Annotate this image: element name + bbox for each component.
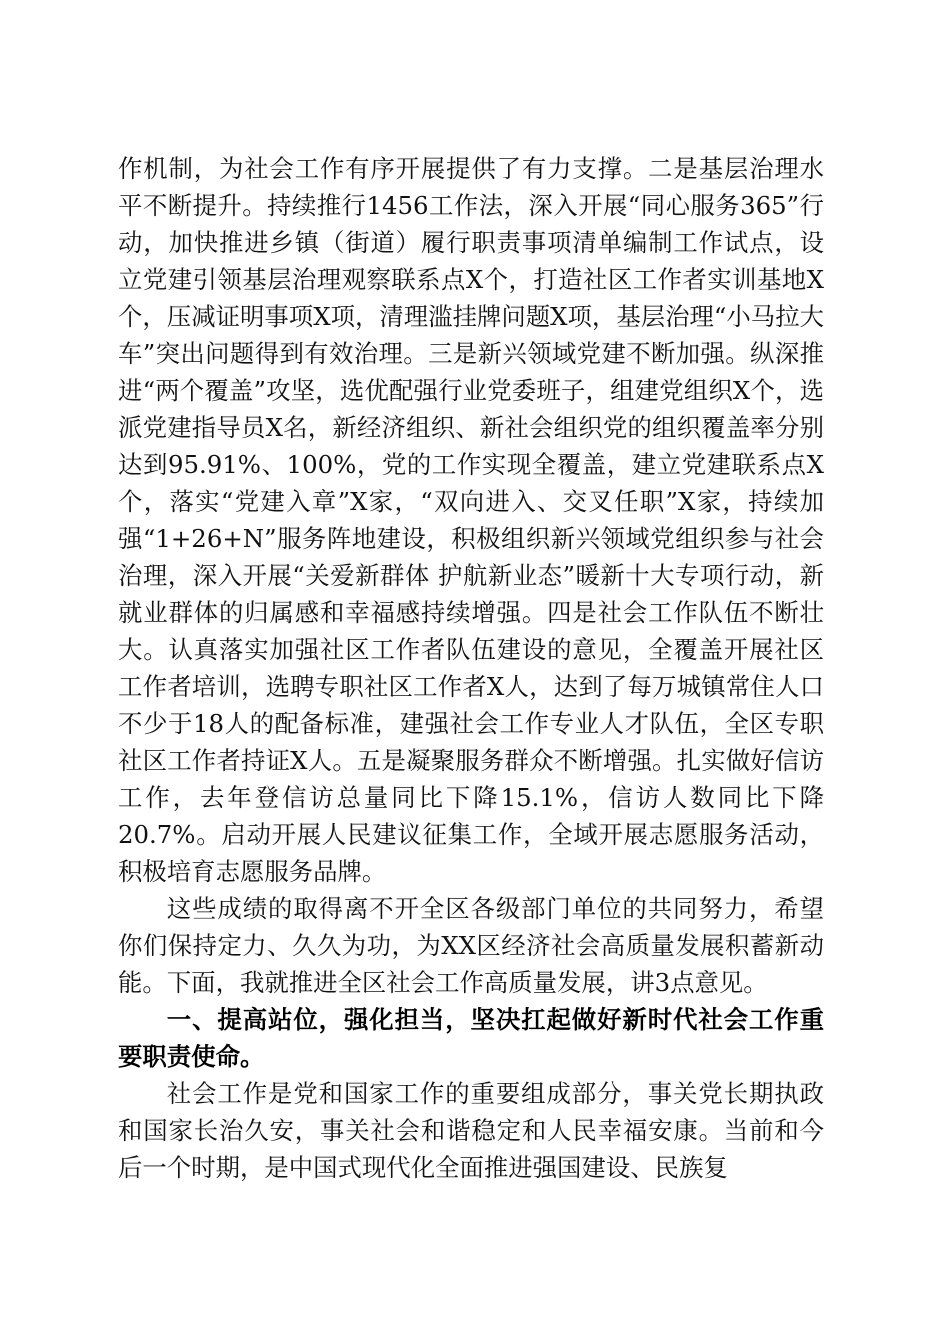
- body-paragraph-transition: 这些成绩的取得离不开全区各级部门单位的共同努力，希望你们保持定力、久久为功，为XX区经济社会高质量发展积蓄新动能。下面，我就推进全区社会工作高质量发展，讲3点意见。: [118, 894, 824, 997]
- body-paragraph-achievements: 作机制，为社会工作有序开展提供了有力支撑。二是基层治理水平不断提升。持续推行1456工作法，深入开展“同心服务365”行动，加快推进乡镇（街道）履行职责事项清单编制工作试点，设立党建引领基层治理观察联系点X个，打造社区工作者实训基地X个，压减证明事项X项，清理滥挂牌问题X项，基层治理“小马拉大车”突出问题得到有效治理。三是新兴领域党建不断加强。纵深推进“两个覆盖”攻坚，选优配强行业党委班子，组建党组织X个，选派党建指导员X名，新经济组织、新社会组织党的组织覆盖率分别达到95.91%、100%，党的工作实现全覆盖，建立党建联系点X个，落实“党建入章”X家，“双向进入、交叉任职”X家，持续加强“1+26+N”服务阵地建设，积极组织新兴领域党组织参与社会治理，深入开展“关爱新群体 护航新业态”暖新十大专项行动，新就业群体的归属感和幸福感持续增强。四是社会工作队伍不断壮大。认真落实加强社区工作者队伍建设的意见，全覆盖开展社区工作者培训，选聘专职社区工作者X人，达到了每万城镇常住人口不少于18人的配备标准，建强社会工作专业人才队伍，全区专职社区工作者持证X人。五是凝聚服务群众不断增强。扎实做好信访工作，去年登信访总量同比下降15.1%，信访人数同比下降20.7%。启动开展人民建议征集工作，全域开展志愿服务活动，积极培育志愿服务品牌。: [118, 154, 824, 886]
- body-paragraph-section-one: 社会工作是党和国家工作的重要组成部分，事关党长期执政和国家长治久安，事关社会和谐稳定和人民幸福安康。当前和今后一个时期，是中国式现代化全面推进强国建设、民族复: [118, 1079, 824, 1182]
- document-body: [118, 150, 824, 1186]
- section-heading-one: 一、提高站位，强化担当，坚决扛起做好新时代社会工作重要职责使命。: [118, 1005, 824, 1071]
